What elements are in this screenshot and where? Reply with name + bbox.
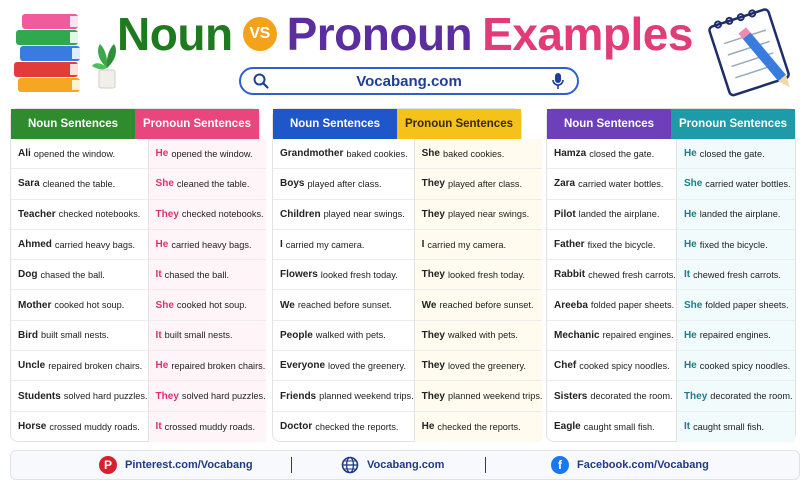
pronoun-word: She bbox=[155, 178, 174, 190]
panel-body bbox=[273, 139, 543, 442]
sentence-rest: carried my camera. bbox=[285, 239, 365, 250]
sentence-rest: walked with pets. bbox=[447, 330, 518, 341]
noun-sentence-row bbox=[273, 230, 414, 260]
noun-sentence-row bbox=[547, 230, 676, 260]
noun-sentence-row bbox=[547, 412, 676, 442]
sentence-rest: cooked hot soup. bbox=[54, 300, 125, 311]
title-noun: Noun bbox=[117, 8, 233, 60]
sentence-rest: chewed fresh carrots. bbox=[588, 269, 676, 280]
noun-word: Zara bbox=[554, 178, 576, 190]
pronoun-word: They bbox=[683, 390, 708, 402]
noun-word: Hamza bbox=[554, 148, 587, 160]
pronoun-sentence-row bbox=[149, 351, 266, 381]
pronoun-word: They bbox=[421, 178, 445, 190]
pronoun-word: He bbox=[421, 421, 435, 433]
panel-body bbox=[11, 139, 266, 442]
sentence-rest: opened the window. bbox=[33, 148, 116, 159]
pronoun-word: He bbox=[683, 148, 697, 160]
noun-word: Areeba bbox=[554, 299, 588, 311]
examples-panel-3 bbox=[546, 108, 796, 442]
sentence-rest: played after class. bbox=[447, 178, 523, 189]
pronoun-word: It bbox=[155, 421, 162, 433]
pronoun-word: They bbox=[155, 208, 179, 220]
panel-header bbox=[547, 109, 795, 139]
page-title bbox=[117, 6, 693, 62]
noun-word: Teacher bbox=[18, 208, 56, 220]
pronoun-sentence-row bbox=[677, 290, 795, 320]
pronoun-word: They bbox=[421, 329, 445, 341]
pronoun-sentence-row bbox=[415, 169, 543, 199]
noun-sentence-row bbox=[11, 260, 148, 290]
noun-sentence-row bbox=[11, 230, 148, 260]
sentence-rest: caught small fish. bbox=[583, 421, 655, 432]
noun-word: Bird bbox=[18, 329, 38, 341]
pronoun-sentence-row bbox=[677, 412, 795, 442]
noun-sentence-row bbox=[273, 200, 414, 230]
sentence-rest: caught small fish. bbox=[693, 421, 765, 432]
noun-word: People bbox=[280, 329, 313, 341]
pronoun-sentence-row bbox=[149, 381, 266, 411]
noun-word: Uncle bbox=[18, 360, 46, 372]
sentence-rest: cooked hot soup. bbox=[176, 300, 247, 311]
sentence-rest: checked the reports. bbox=[437, 421, 521, 432]
footer-facebook[interactable] bbox=[551, 451, 709, 479]
pronoun-sentence-row bbox=[677, 230, 795, 260]
pronoun-word: He bbox=[155, 148, 169, 160]
pronoun-word: He bbox=[683, 329, 697, 341]
noun-sentences-header: Noun Sentences bbox=[547, 109, 671, 139]
sentence-rest: closed the gate. bbox=[589, 148, 655, 159]
noun-sentence-row bbox=[11, 321, 148, 351]
pronoun-sentence-row bbox=[149, 230, 266, 260]
pronoun-word: They bbox=[421, 208, 445, 220]
noun-sentence-row bbox=[547, 290, 676, 320]
noun-word: Sisters bbox=[554, 390, 588, 402]
sentence-rest: solved hard puzzles. bbox=[63, 391, 148, 402]
facebook-icon: f bbox=[551, 456, 569, 474]
pronoun-sentence-row bbox=[415, 321, 543, 351]
panel-header bbox=[273, 109, 521, 139]
pronoun-word: She bbox=[683, 299, 703, 311]
sentence-rest: carried water bottles. bbox=[705, 178, 791, 189]
pinterest-icon: P bbox=[99, 456, 117, 474]
pronoun-sentence-row bbox=[415, 230, 543, 260]
noun-word: Ahmed bbox=[18, 239, 52, 251]
sentence-rest: repaired broken chairs. bbox=[171, 360, 266, 371]
pronoun-sentence-row bbox=[149, 412, 266, 442]
noun-sentence-row bbox=[273, 139, 414, 169]
pronoun-sentence-row bbox=[149, 321, 266, 351]
noun-word: Doctor bbox=[280, 421, 313, 433]
pronoun-sentence-row bbox=[415, 351, 543, 381]
sentence-rest: checked notebooks. bbox=[58, 209, 141, 220]
sentence-rest: solved hard puzzles. bbox=[181, 391, 266, 402]
title-row bbox=[0, 6, 810, 62]
noun-sentence-row bbox=[273, 351, 414, 381]
sentence-rest: planned weekend trips. bbox=[319, 391, 414, 402]
noun-sentences-header: Noun Sentences bbox=[273, 109, 397, 139]
panel-header bbox=[11, 109, 259, 139]
sentence-rest: decorated the room. bbox=[710, 391, 793, 402]
noun-sentence-row bbox=[547, 260, 676, 290]
noun-word: Mechanic bbox=[554, 329, 600, 341]
noun-sentence-row bbox=[273, 412, 414, 442]
pronoun-word: They bbox=[155, 390, 179, 402]
sentence-rest: cleaned the table. bbox=[42, 178, 116, 189]
pronoun-word: He bbox=[683, 208, 697, 220]
pronoun-sentence-row bbox=[677, 139, 795, 169]
sentence-rest: loved the greenery. bbox=[328, 360, 407, 371]
sentence-rest: crossed muddy roads. bbox=[49, 421, 140, 432]
pronoun-column bbox=[148, 139, 266, 442]
footer-website[interactable] bbox=[341, 451, 444, 479]
title-pronoun: Pronoun bbox=[286, 8, 473, 60]
noun-word: I bbox=[280, 239, 283, 251]
noun-word: Rabbit bbox=[554, 269, 586, 281]
sentence-rest: reached before sunset. bbox=[439, 300, 534, 311]
pronoun-column bbox=[414, 139, 543, 442]
noun-column bbox=[547, 139, 676, 442]
sentence-rest: carried heavy bags. bbox=[171, 239, 252, 250]
noun-word: Children bbox=[280, 208, 321, 220]
website-link[interactable]: Vocabang.com bbox=[367, 459, 445, 471]
pronoun-sentence-row bbox=[149, 169, 266, 199]
search-icon[interactable] bbox=[253, 73, 269, 89]
noun-sentence-row bbox=[547, 381, 676, 411]
search-bar[interactable] bbox=[239, 67, 579, 95]
footer-divider bbox=[291, 457, 292, 473]
sentence-rest: folded paper sheets. bbox=[590, 300, 675, 311]
noun-sentence-row bbox=[273, 290, 414, 320]
pronoun-sentence-row bbox=[415, 139, 543, 169]
sentence-rest: cooked spicy noodles. bbox=[579, 360, 670, 371]
noun-sentence-row bbox=[273, 169, 414, 199]
pronoun-word: She bbox=[155, 299, 174, 311]
noun-sentence-row bbox=[11, 139, 148, 169]
pronoun-sentence-row bbox=[149, 200, 266, 230]
noun-sentence-row bbox=[11, 381, 148, 411]
pinterest-link[interactable]: Pinterest.com/Vocabang bbox=[125, 459, 253, 471]
footer-pinterest[interactable] bbox=[99, 451, 253, 479]
sentence-rest: crossed muddy roads. bbox=[164, 421, 256, 432]
noun-word: Ali bbox=[18, 148, 31, 160]
pronoun-sentence-row bbox=[415, 200, 543, 230]
pronoun-word: He bbox=[683, 360, 697, 372]
noun-word: We bbox=[280, 299, 295, 311]
footer-bar bbox=[10, 450, 800, 480]
pronoun-sentence-row bbox=[415, 381, 543, 411]
sentence-rest: closed the gate. bbox=[699, 148, 765, 159]
sentence-rest: loved the greenery. bbox=[447, 360, 526, 371]
noun-sentence-row bbox=[11, 290, 148, 320]
sentence-rest: folded paper sheets. bbox=[705, 300, 789, 311]
pronoun-sentences-header: Pronoun Sentences bbox=[135, 109, 259, 139]
pronoun-word: They bbox=[421, 269, 445, 281]
pronoun-word: He bbox=[155, 360, 169, 372]
noun-word: Dog bbox=[18, 269, 38, 281]
noun-sentence-row bbox=[547, 200, 676, 230]
pronoun-word: It bbox=[155, 329, 162, 341]
pronoun-sentence-row bbox=[415, 412, 543, 442]
sentence-rest: played after class. bbox=[307, 178, 382, 189]
sentence-rest: walked with pets. bbox=[315, 330, 386, 341]
sentence-rest: checked notebooks. bbox=[181, 209, 264, 220]
pronoun-sentence-row bbox=[677, 321, 795, 351]
noun-sentence-row bbox=[11, 351, 148, 381]
sentence-rest: chased the ball. bbox=[164, 269, 230, 280]
pronoun-sentence-row bbox=[149, 260, 266, 290]
sentence-rest: fixed the bicycle. bbox=[699, 239, 768, 250]
noun-sentence-row bbox=[273, 260, 414, 290]
sentence-rest: built small nests. bbox=[164, 330, 233, 341]
pronoun-word: She bbox=[421, 148, 440, 160]
sentence-rest: repaired broken chairs. bbox=[48, 360, 143, 371]
pronoun-sentences-header: Pronoun Sentences bbox=[397, 109, 521, 139]
noun-word: Everyone bbox=[280, 360, 326, 372]
noun-sentence-row bbox=[547, 351, 676, 381]
noun-sentence-row bbox=[547, 169, 676, 199]
noun-sentence-row bbox=[11, 200, 148, 230]
noun-word: Horse bbox=[18, 421, 47, 433]
pronoun-word: It bbox=[683, 421, 691, 433]
search-text: Vocabang.com bbox=[356, 72, 462, 90]
noun-sentence-row bbox=[11, 412, 148, 442]
examples-panel-1 bbox=[10, 108, 266, 442]
sentence-rest: carried water bottles. bbox=[578, 178, 664, 189]
noun-word: Chef bbox=[554, 360, 577, 372]
noun-column bbox=[11, 139, 148, 442]
sentence-rest: baked cookies. bbox=[442, 148, 505, 159]
pronoun-sentence-row bbox=[677, 351, 795, 381]
pronoun-sentences-header: Pronoun Sentences bbox=[671, 109, 795, 139]
sentence-rest: repaired engines. bbox=[602, 330, 674, 341]
pronoun-sentence-row bbox=[149, 139, 266, 169]
noun-word: Friends bbox=[280, 390, 317, 402]
pronoun-sentence-row bbox=[677, 260, 795, 290]
sentence-rest: landed the airplane. bbox=[578, 209, 660, 220]
pronoun-sentence-row bbox=[677, 169, 795, 199]
sentence-rest: built small nests. bbox=[41, 330, 109, 341]
noun-column bbox=[273, 139, 414, 442]
footer-divider bbox=[485, 457, 486, 473]
sentence-rest: cooked spicy noodles. bbox=[699, 360, 791, 371]
sentence-rest: baked cookies. bbox=[346, 148, 408, 159]
pronoun-sentence-row bbox=[415, 260, 543, 290]
facebook-link[interactable]: Facebook.com/Vocabang bbox=[577, 459, 709, 471]
sentence-rest: opened the window. bbox=[171, 148, 253, 159]
pronoun-word: She bbox=[683, 178, 703, 190]
globe-icon bbox=[341, 456, 359, 474]
pronoun-word: He bbox=[155, 239, 169, 251]
pronoun-sentence-row bbox=[677, 200, 795, 230]
sentence-rest: decorated the room. bbox=[590, 391, 673, 402]
sentence-rest: chased the ball. bbox=[40, 269, 105, 280]
sentence-rest: repaired engines. bbox=[699, 330, 771, 341]
noun-sentence-row bbox=[547, 321, 676, 351]
pronoun-word: He bbox=[683, 239, 697, 251]
sentence-rest: checked the reports. bbox=[315, 421, 399, 432]
title-examples: Examples bbox=[482, 8, 693, 60]
noun-word: Father bbox=[554, 239, 585, 251]
sentence-rest: planned weekend trips. bbox=[447, 391, 543, 402]
noun-sentence-row bbox=[273, 321, 414, 351]
noun-word: Eagle bbox=[554, 421, 581, 433]
noun-word: Boys bbox=[280, 178, 305, 190]
noun-sentence-row bbox=[11, 169, 148, 199]
pronoun-word: It bbox=[155, 269, 162, 281]
pronoun-column bbox=[676, 139, 795, 442]
noun-sentences-header: Noun Sentences bbox=[11, 109, 135, 139]
sentence-rest: reached before sunset. bbox=[297, 300, 392, 311]
vs-badge: VS bbox=[243, 17, 277, 51]
pronoun-word: They bbox=[421, 390, 445, 402]
sentence-rest: fixed the bicycle. bbox=[587, 239, 656, 250]
examples-panel-2 bbox=[272, 108, 543, 442]
sentence-rest: looked fresh today. bbox=[447, 269, 525, 280]
sentence-rest: cleaned the table. bbox=[176, 178, 250, 189]
pronoun-word: They bbox=[421, 360, 445, 372]
noun-sentence-row bbox=[547, 139, 676, 169]
noun-word: Mother bbox=[18, 299, 52, 311]
noun-word: Grandmother bbox=[280, 148, 344, 160]
noun-sentence-row bbox=[273, 381, 414, 411]
sentence-rest: carried heavy bags. bbox=[54, 239, 136, 250]
sentence-rest: played near swings. bbox=[323, 209, 405, 220]
pronoun-sentence-row bbox=[677, 381, 795, 411]
pronoun-word: We bbox=[421, 299, 437, 311]
sentence-rest: played near swings. bbox=[447, 209, 530, 220]
sentence-rest: chewed fresh carrots. bbox=[693, 269, 781, 280]
noun-word: Flowers bbox=[280, 269, 318, 281]
microphone-icon[interactable] bbox=[551, 72, 565, 90]
panel-body bbox=[547, 139, 795, 442]
sentence-rest: looked fresh today. bbox=[320, 269, 398, 280]
noun-word: Students bbox=[18, 390, 61, 402]
pronoun-sentence-row bbox=[149, 290, 266, 320]
noun-word: Sara bbox=[18, 178, 40, 190]
sentence-rest: landed the airplane. bbox=[699, 209, 781, 220]
pronoun-word: I bbox=[421, 239, 425, 251]
noun-word: Pilot bbox=[554, 208, 576, 220]
pronoun-word: It bbox=[683, 269, 691, 281]
pronoun-sentence-row bbox=[415, 290, 543, 320]
sentence-rest: carried my camera. bbox=[427, 239, 507, 250]
